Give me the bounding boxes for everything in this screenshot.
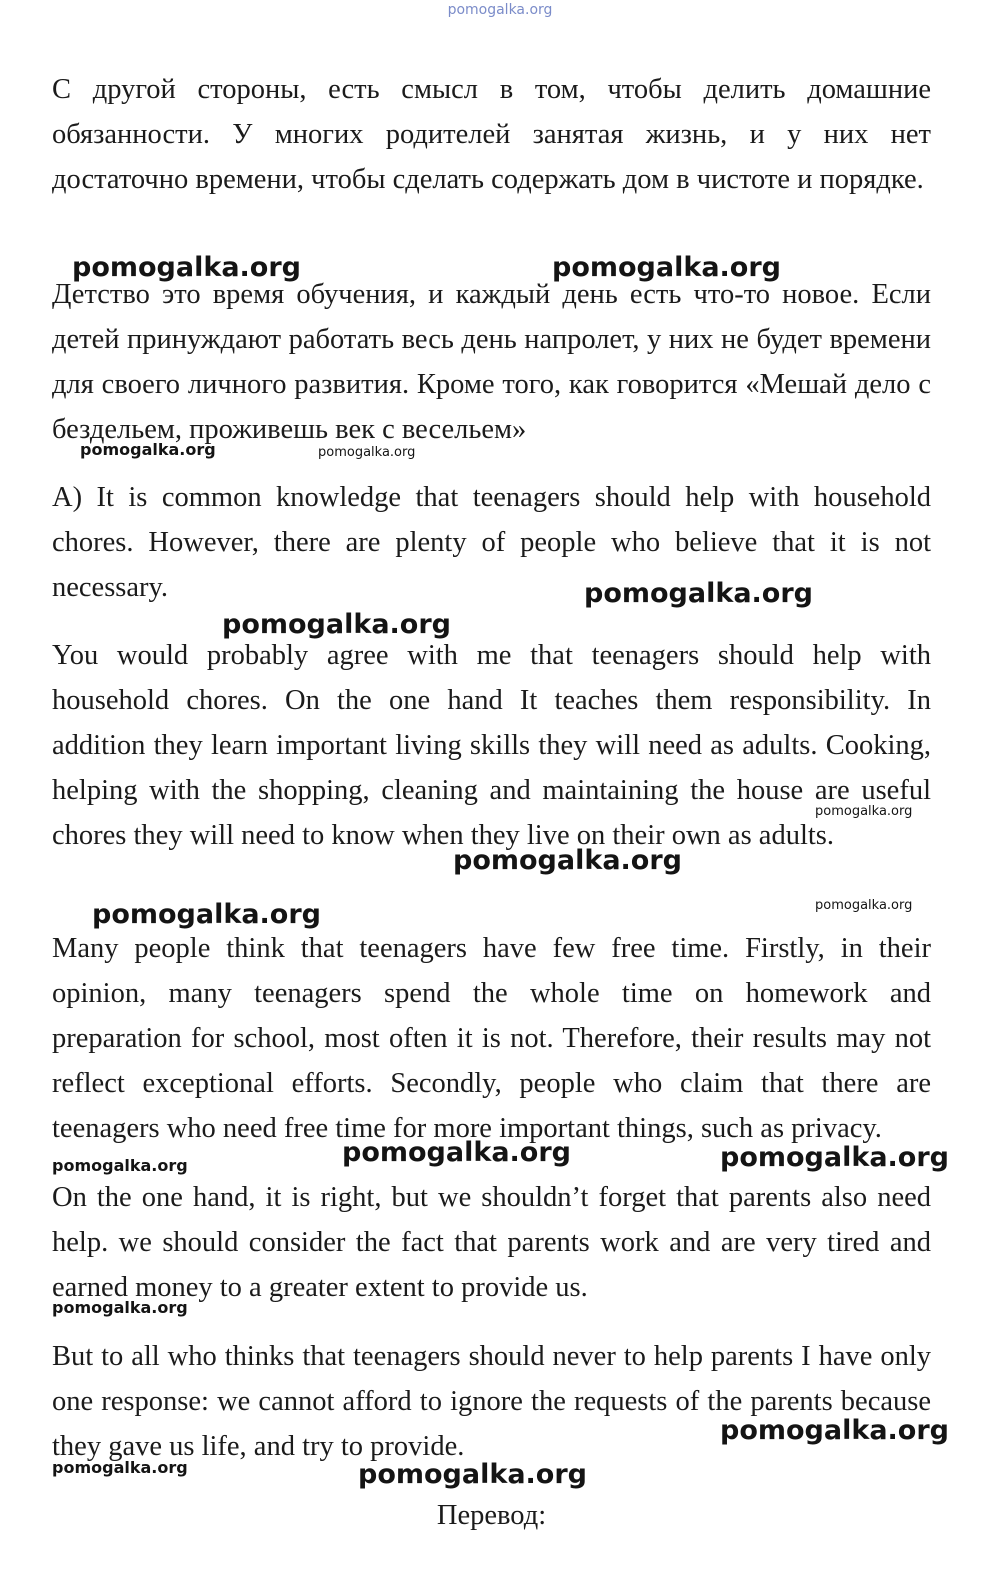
watermark: pomogalka.org: [52, 1156, 188, 1175]
watermark: pomogalka.org: [318, 445, 416, 460]
watermark: pomogalka.org: [342, 1137, 571, 1168]
paragraph-en-4: On the one hand, it is right, but we shouldn’t forget that parents also need help. we should consider the fact that parents work and are very tired and earned money to a greater extent to provide us.: [52, 1182, 931, 1303]
watermark: pomogalka.org: [720, 1142, 949, 1173]
paragraph-en-5: But to all who thinks that teenagers should never to help parents I have only one response: we cannot afford to ignore the requests of the parents because they gave us life, and try to provide.: [52, 1341, 931, 1462]
paragraph-ru-2: Детство это время обучения, и каждый день есть что-то новое. Если детей принуждают работать весь день напролет, у них не будет времени для своего личного развития. Кроме того, как говорится «Мешай дело с бездельем, проживешь век с весельем»: [52, 279, 931, 445]
header-watermark: pomogalka.org: [447, 2, 553, 18]
watermark: pomogalka.org: [358, 1459, 587, 1490]
watermark: pomogalka.org: [552, 252, 781, 283]
watermark: pomogalka.org: [222, 609, 451, 640]
paragraph-en-1: A) It is common knowledge that teenagers should help with household chores. However, there are plenty of people who believe that it is not necessary.: [52, 482, 931, 603]
translation-heading: Перевод:: [436, 1500, 547, 1531]
watermark: pomogalka.org: [52, 1298, 188, 1317]
watermark: pomogalka.org: [815, 804, 913, 819]
watermark: pomogalka.org: [92, 899, 321, 930]
watermark: pomogalka.org: [584, 578, 813, 609]
watermark: pomogalka.org: [453, 845, 682, 876]
watermark: pomogalka.org: [720, 1415, 949, 1446]
watermark: pomogalka.org: [80, 440, 216, 459]
paragraph-ru-1: С другой стороны, есть смысл в том, чтобы делить домашние обязанности. У многих родителей занятая жизнь, и у них нет достаточно времени, чтобы сделать содержать дом в чистоте и порядке.: [52, 74, 931, 195]
watermark: pomogalka.org: [815, 898, 913, 913]
paragraph-en-3: Many people think that teenagers have few free time. Firstly, in their opinion, many teenagers spend the whole time on homework and preparation for school, most often it is not. Therefore, their results may not reflect exceptional efforts. Secondly, people who claim that there are teenagers who need free time for more important things, such as privacy.: [52, 933, 931, 1144]
paragraph-en-2: You would probably agree with me that teenagers should help with household chores. On the one hand It teaches them responsibility. In addition they learn important living skills they will need as adults. Cooking, helping with the shopping, cleaning and maintaining the house are useful chores they will need to know when they live on their own as adults.: [52, 640, 931, 851]
watermark: pomogalka.org: [52, 1458, 188, 1477]
watermark: pomogalka.org: [72, 252, 301, 283]
